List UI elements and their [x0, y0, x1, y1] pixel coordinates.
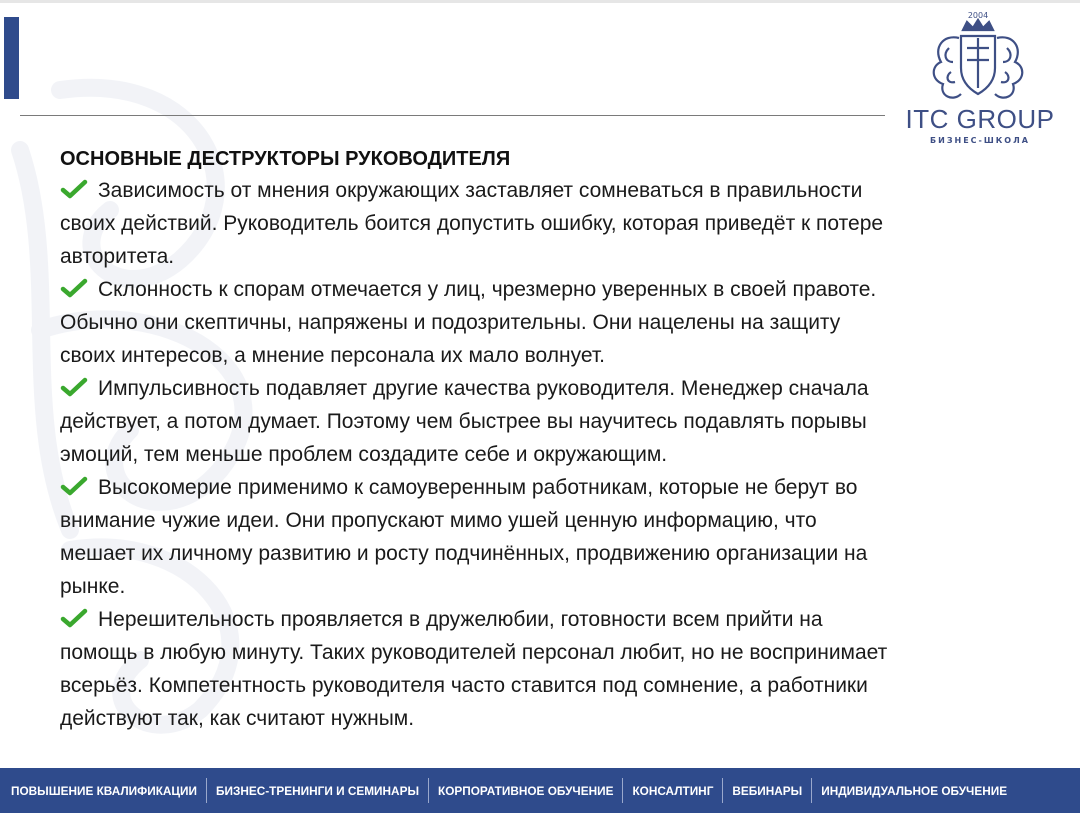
- main-content: [60, 144, 1040, 735]
- checkmark-icon: [60, 179, 88, 199]
- list-item-line: рынке.: [60, 575, 126, 598]
- list-item-line: Зависимость от мнения окружающих заставляет сомневаться в правильности: [98, 179, 863, 202]
- header-divider: [20, 115, 885, 116]
- top-border: [0, 0, 1080, 3]
- logo-name: ITC GROUP: [905, 104, 1055, 134]
- list-item-line: Высокомерие применимо к самоуверенным работникам, которые не берут во: [98, 476, 858, 499]
- footer-link-trainings[interactable]: БИЗНЕС-ТРЕНИНГИ И СЕМИНАРЫ: [216, 783, 419, 798]
- page-title: ОСНОВНЫЕ ДЕСТРУКТОРЫ РУКОВОДИТЕЛЯ: [60, 148, 511, 170]
- list-item-line: действует, а потом думает. Поэтому чем быстрее вы научитесь подавлять порывы: [60, 410, 867, 433]
- list-item-line: авторитета.: [60, 245, 175, 268]
- list-item-line: помощь в любую минуту. Таких руководителей персонал любит, но не воспринимает: [60, 641, 888, 664]
- list-item-line: внимание чужие идеи. Они пропускают мимо ушей ценную информацию, что: [60, 509, 817, 532]
- list-item-line: Склонность к спорам отмечается у лиц, чрезмерно уверенных в своей правоте.: [98, 278, 877, 301]
- crest-emblem-icon: [923, 8, 1033, 108]
- checkmark-icon: [60, 476, 88, 496]
- checkmark-icon: [60, 278, 88, 298]
- list-item-line: Обычно они скептичны, напряжены и подозрительны. Они нацелены на защиту: [60, 311, 841, 334]
- list-item: [60, 372, 1040, 471]
- footer-nav: [0, 768, 1080, 813]
- list-item-line: мешает их личному развитию и росту подчинённых, продвижению организации на: [60, 542, 868, 565]
- list-item-line: своих интересов, а мнение персонала их мало волнует.: [60, 344, 605, 367]
- list-item-line: Нерешительность проявляется в дружелюбии, готовности всем прийти на: [98, 608, 823, 631]
- list-item-line: действуют так, как считают нужным.: [60, 707, 415, 730]
- footer-link-individual[interactable]: ИНДИВИДУАЛЬНОЕ ОБУЧЕНИЕ: [821, 783, 1008, 798]
- logo-year: 2004: [967, 11, 989, 20]
- checkmark-icon: [60, 608, 88, 628]
- footer-link-qualification[interactable]: ПОВЫШЕНИЕ КВАЛИФИКАЦИИ: [11, 783, 197, 798]
- list-item-line: своих действий. Руководитель боится допустить ошибку, которая приведёт к потере: [60, 212, 884, 235]
- accent-bar: [4, 17, 19, 99]
- list-item-line: эмоций, тем меньше проблем создадите себе и окружающим.: [60, 443, 668, 466]
- footer-link-corporate[interactable]: КОРПОРАТИВНОЕ ОБУЧЕНИЕ: [438, 783, 614, 798]
- logo-subtitle: БИЗНЕС-ШКОЛА: [930, 136, 1030, 145]
- list-item: [60, 603, 1040, 735]
- checkmark-icon: [60, 377, 88, 397]
- footer-link-consulting[interactable]: КОНСАЛТИНГ: [632, 783, 714, 798]
- list-item: [60, 471, 1040, 603]
- list-item-line: всерьёз. Компетентность руководителя часто ставится под сомнение, а работники: [60, 674, 868, 697]
- list-item: [60, 273, 1040, 372]
- itc-group-logo: [895, 8, 1065, 148]
- footer-link-webinars[interactable]: ВЕБИНАРЫ: [732, 783, 803, 798]
- list-item-line: Импульсивность подавляет другие качества руководителя. Менеджер сначала: [98, 377, 869, 400]
- list-item: [60, 174, 1040, 273]
